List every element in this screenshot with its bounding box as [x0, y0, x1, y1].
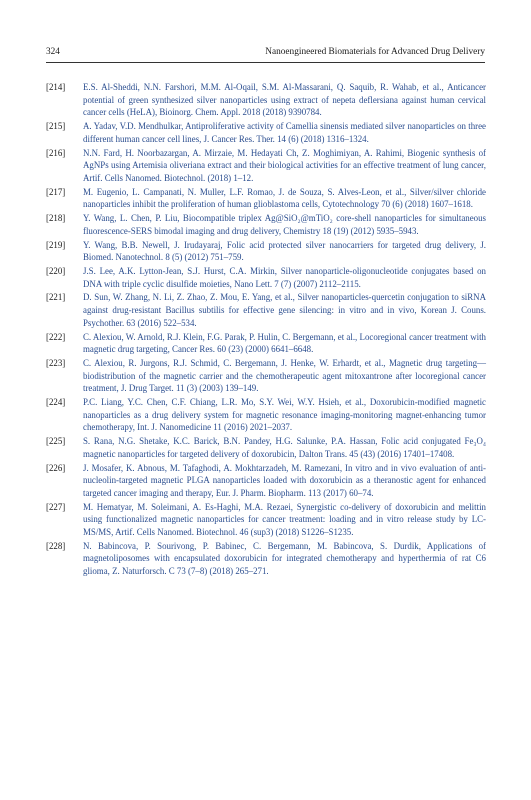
- reference-link[interactable]: J. Mosafer, K. Abnous, M. Tafaghodi, A. Mokhtarzadeh, M. Ramezani, In vitro and in vivo evaluation of anti-nucleolin-targeted magnetic PLGA nanoparticles loaded with doxorubicin as a theranostic agent for enhanced targeted cancer imaging and therapy, Eur. J. Pharm. Biopharm. 113 (2017) 60–74.: [83, 462, 486, 498]
- reference-222: [46, 331, 486, 356]
- reference-link[interactable]: E.S. Al-Sheddi, N.N. Farshori, M.M. Al-Oqail, S.M. Al-Massarani, Q. Saquib, R. Wahab, et al., Anticancer potential of green synthesized silver nanoparticles using extract of nepeta deflersiana against human cervical cancer cells (HeLA), Bioinorg. Chem. Appl. 2018 (2018) 9390784.: [83, 82, 486, 118]
- reference-link[interactable]: Y. Wang, L. Chen, P. Liu, Biocompatible triplex Ag@SiO₂@mTiO₂ core-shell nanoparticles for simultaneous fluorescence-SERS bimodal imaging and drug delivery, Chemistry 18 (19) (2012) 5935–5943.: [83, 213, 486, 236]
- reference-226: [46, 462, 486, 500]
- reference-link[interactable]: N. Babincova, P. Sourivong, P. Babinec, C. Bergemann, M. Babincova, S. Durdik, Applications of magnetoliposomes with encapsulated doxorubicin for integrated chemotherapy and hyperthermia of rat C6 glioma, Z. Naturforsch. C 73 (7–8) (2018) 265–271.: [83, 540, 486, 576]
- reference-216: [46, 147, 486, 185]
- reference-223: [46, 357, 486, 395]
- reference-number: [220]: [46, 266, 66, 276]
- reference-number: [228]: [46, 540, 66, 551]
- reference-number: [217]: [46, 186, 66, 197]
- reference-number: [215]: [46, 121, 66, 132]
- running-header: [46, 44, 485, 60]
- reference-221: [46, 291, 486, 329]
- reference-220: [46, 265, 486, 290]
- reference-number: [216]: [46, 147, 66, 158]
- page-number: 324: [46, 47, 60, 57]
- running-title: Nanoengineered Biomaterials for Advanced Drug Delivery: [265, 47, 485, 57]
- reference-link[interactable]: C. Alexiou, W. Arnold, R.J. Klein, F.G. Parak, P. Hulin, C. Bergemann, et al., Locoregional cancer treatment with magnetic drug targeting, Cancer Res. 60 (23) (2000) 6641–6648.: [83, 331, 486, 355]
- reference-link[interactable]: M. Eugenio, L. Campanati, N. Muller, L.F. Romao, J. de Souza, S. Alves-Leon, et al., Silver/silver chloride nanoparticles inhibit the proliferation of human glioblastoma cells, Cytotechnology 70 (6) (2018) 1607–1618.: [83, 186, 486, 210]
- reference-219: [46, 239, 486, 264]
- reference-link[interactable]: N.N. Fard, H. Noorbazargan, A. Mirzaie, M. Hedayati Ch, Z. Moghimiyan, A. Rahimi, Biogenic synthesis of AgNPs using Artemisia oliveriana extract and their biological activities for an effective treatment of lung cancer, Artif. Cells Nanomed. Biotechnol. (2018) 1–12.: [83, 147, 486, 183]
- reference-224: [46, 396, 486, 434]
- reference-number: [226]: [46, 462, 66, 473]
- reference-number: [225]: [46, 436, 66, 447]
- reference-217: [46, 186, 486, 211]
- reference-number: [221]: [46, 292, 66, 303]
- reference-link[interactable]: A. Yadav, V.D. Mendhulkar, Antiproliferative activity of Camellia sinensis mediated silver nanoparticles on three different human cancer cell lines, J. Cancer Res. Ther. 14 (6) (2018) 1316–1324.: [83, 121, 486, 144]
- reference-link[interactable]: C. Alexiou, R. Jurgons, R.J. Schmid, C. Bergemann, J. Henke, W. Erhardt, et al., Magnetic drug targeting—biodistribution of the magnetic carrier and the chemotherapeutic agent mitoxantrone after locoregional cancer treatment, J. Drug Target. 11 (3) (2003) 139–149.: [83, 358, 486, 394]
- reference-225: [46, 435, 486, 460]
- reference-227: [46, 501, 486, 539]
- reference-218: [46, 212, 486, 237]
- reference-215: [46, 120, 486, 145]
- reference-list: [46, 81, 486, 579]
- reference-number: [218]: [46, 213, 66, 224]
- reference-number: [219]: [46, 239, 66, 250]
- reference-link[interactable]: M. Hematyar, M. Soleimani, A. Es-Haghi, M.A. Rezaei, Synergistic co-delivery of doxorubicin and melittin using functionalized magnetic nanoparticles for cancer treatment: loading and in vitro release study by LC-MS/MS, Artif. Cells Nanomed. Biotechnol. 46 (sup3) (2018) S1226–S1235.: [83, 501, 486, 537]
- reference-link[interactable]: Y. Wang, B.B. Newell, J. Irudayaraj, Folic acid protected silver nanocarriers for targeted drug delivery, J. Biomed. Nanotechnol. 8 (5) (2012) 751–759.: [83, 239, 486, 263]
- reference-link[interactable]: D. Sun, W. Zhang, N. Li, Z. Zhao, Z. Mou, E. Yang, et al., Silver nanoparticles-quercetin conjugation to siRNA against drug-resistant Bacillus subtilis for effective gene silencing: in vitro and in vivo, Korean J. Couns. Psychother. 63 (2016) 522–534.: [83, 292, 486, 328]
- header-rule: [46, 62, 485, 63]
- reference-228: [46, 540, 486, 578]
- reference-link[interactable]: S. Rana, N.G. Shetake, K.C. Barick, B.N. Pandey, H.G. Salunke, P.A. Hassan, Folic acid conjugated Fe₃O₄ magnetic nanoparticles for targeted delivery of doxorubicin, Dalton Trans. 45 (43) (2016) 17401–17408.: [83, 436, 486, 459]
- reference-number: [224]: [46, 397, 66, 408]
- reference-number: [227]: [46, 501, 66, 512]
- reference-link[interactable]: P.C. Liang, Y.C. Chen, C.F. Chiang, L.R. Mo, S.Y. Wei, W.Y. Hsieh, et al., Doxorubicin-modified magnetic nanoparticles as a drug delivery system for magnetic resonance imaging-monitoring magnet-enhancing tumor chemotherapy, Int. J. Nanomedicine 11 (2016) 2021–2037.: [83, 397, 486, 433]
- reference-214: [46, 81, 486, 119]
- reference-number: [214]: [46, 82, 66, 92]
- reference-number: [222]: [46, 331, 66, 342]
- reference-link[interactable]: J.S. Lee, A.K. Lytton-Jean, S.J. Hurst, C.A. Mirkin, Silver nanoparticle-oligonucleotide conjugates based on DNA with triple cyclic disulfide moieties, Nano Lett. 7 (7) (2007) 2112–2115.: [83, 266, 486, 289]
- reference-number: [223]: [46, 358, 66, 368]
